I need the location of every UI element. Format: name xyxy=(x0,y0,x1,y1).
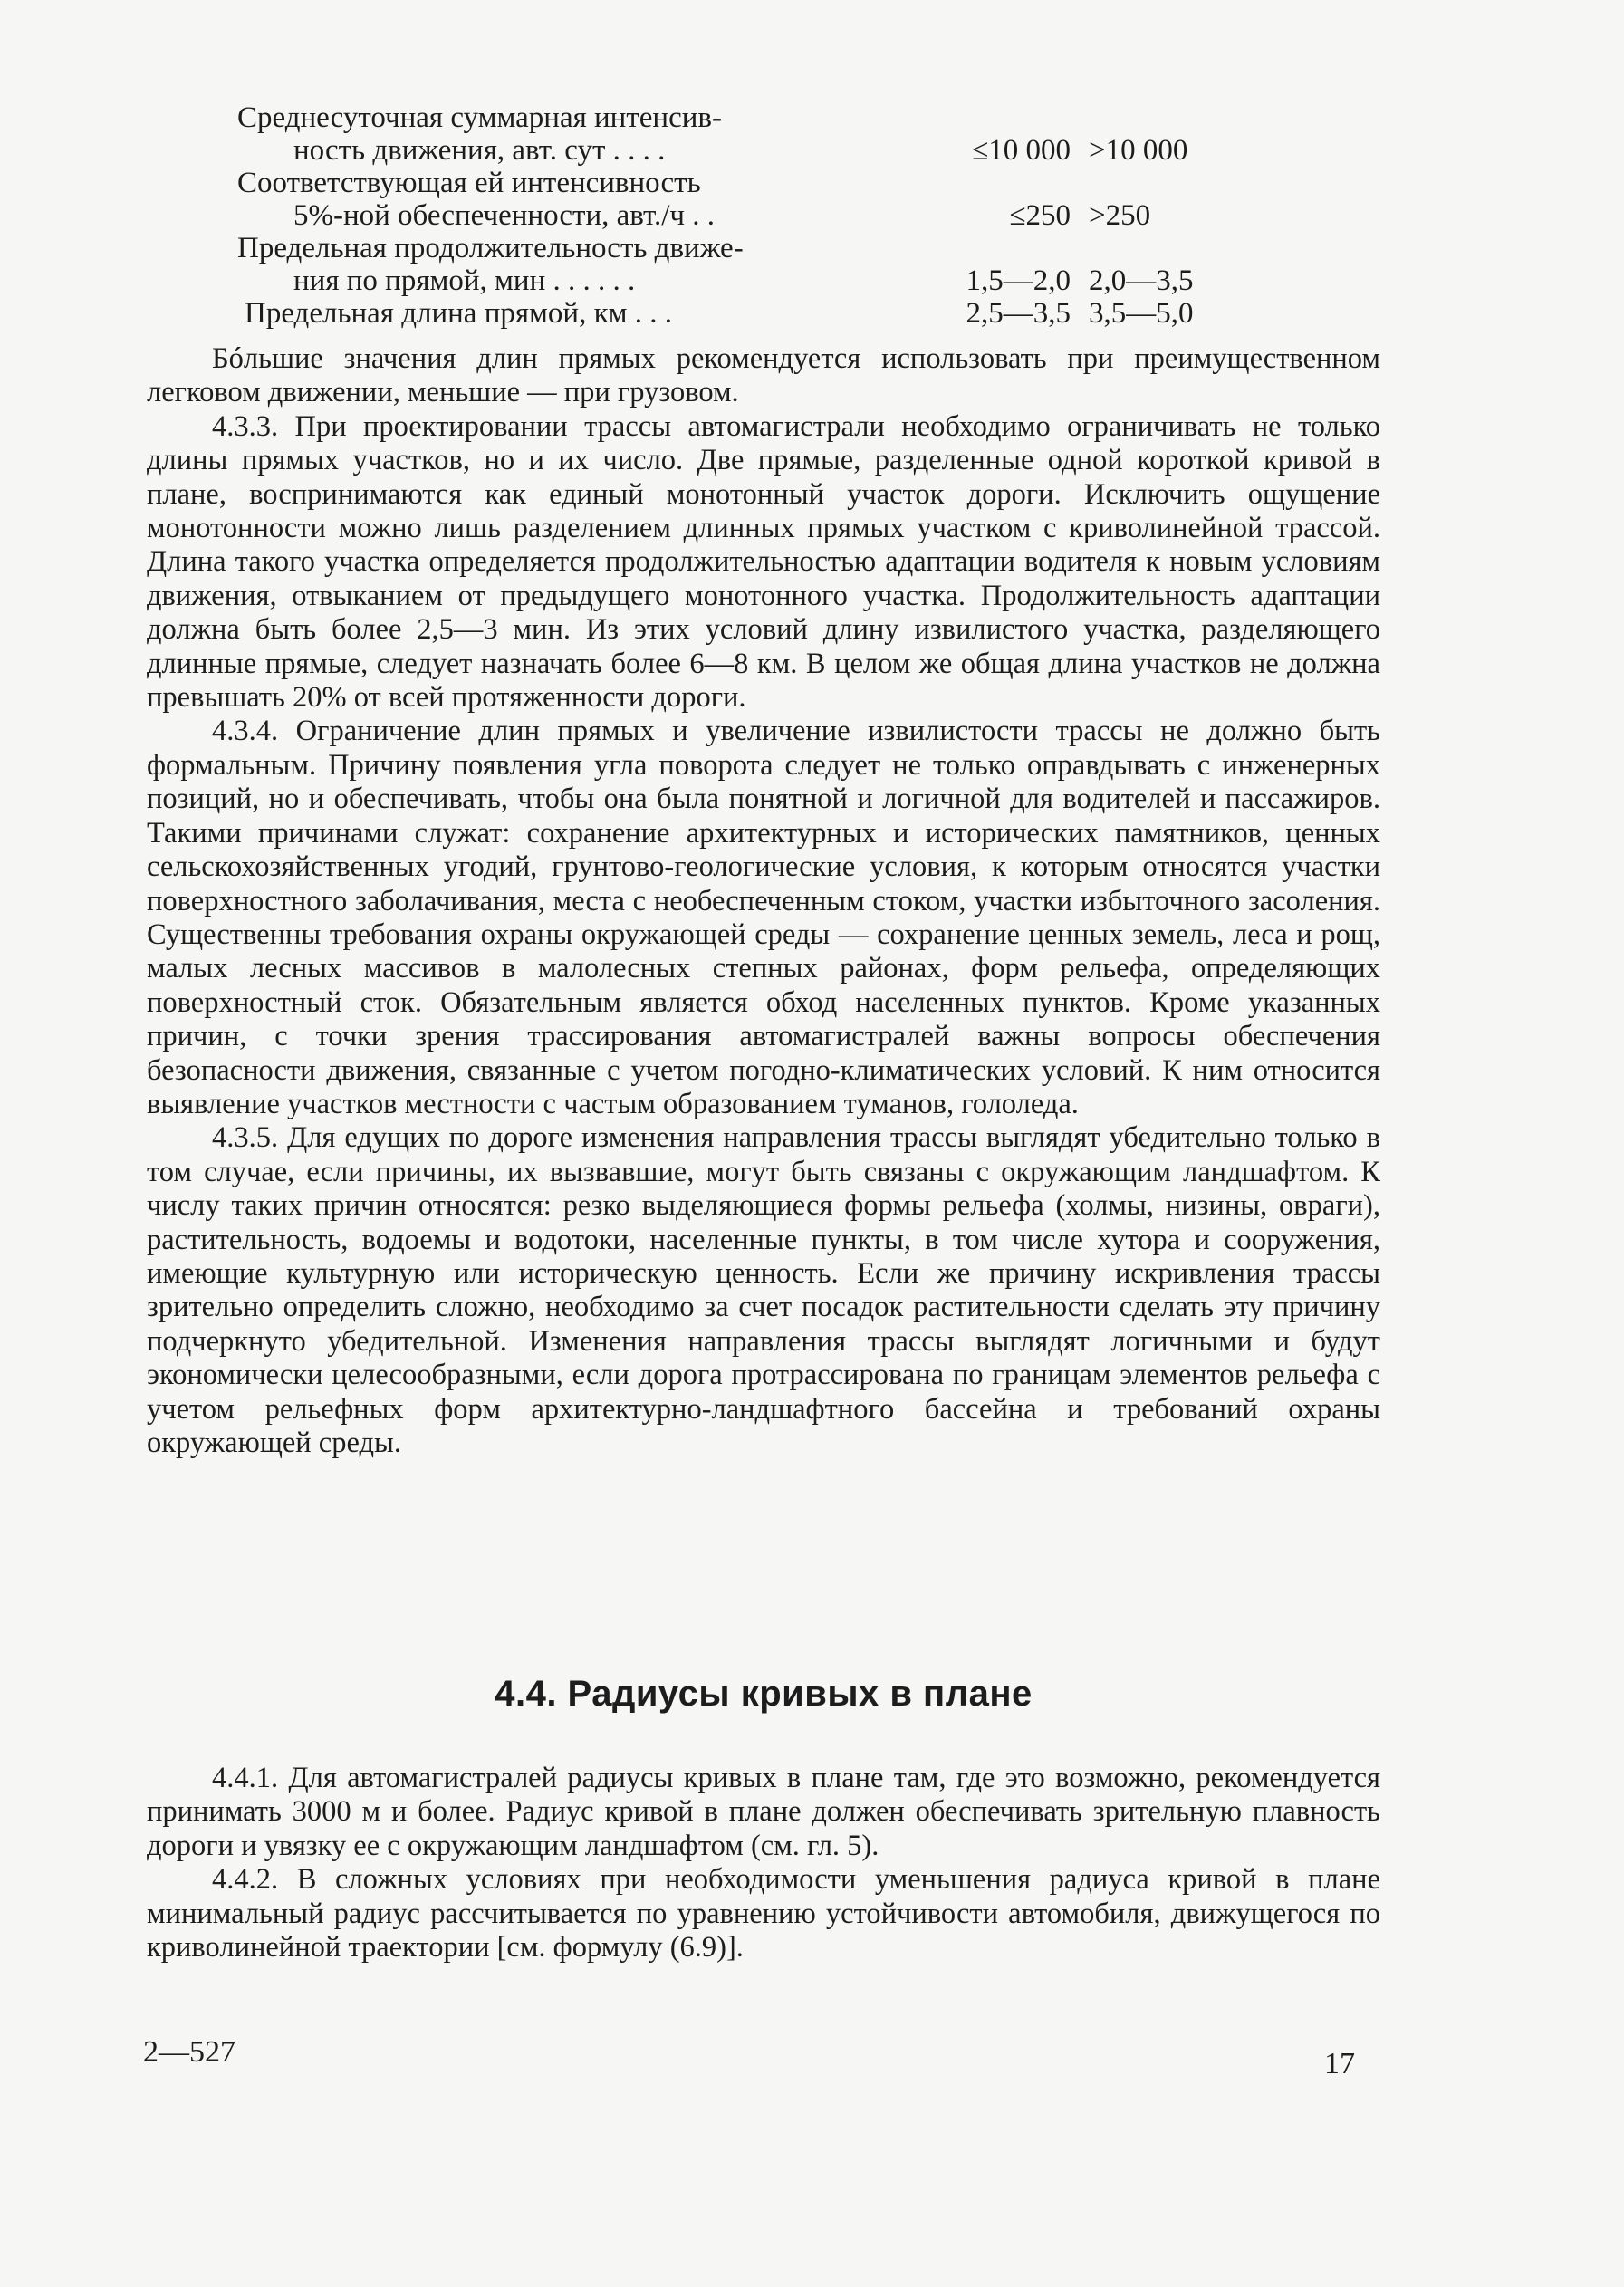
table-label: Соответствующая ей интенсивность xyxy=(237,167,701,199)
table-value: ≤250 xyxy=(1009,199,1071,232)
table-row xyxy=(237,101,1279,134)
paragraph-4-3-3: 4.3.3. При проектировании трассы автомагистрали необходимо ограничивать не только длины прямых участков, но и их число. Две прямые, разделенные одной короткой кривой в плане, воспринимаются как единый монотонный участок дороги. Исключить ощущение монотонности можно лишь разделением длинных прямых участком с криволинейной трассой. Длина такого участка определяется продолжительностью адаптации водителя к новым условиям движения, отвыканием от предыдущего монотонного участка. Продолжительность адаптации должна быть более 2,5—3 мин. Из этих условий длину извилистого участка, разделяющего длинные прямые, следует назначать более 6—8 км. В целом же общая длина участков не должна превышать 20% от всей протяженности дороги. xyxy=(147,409,1380,715)
paragraph-4-3-4: 4.3.4. Ограничение длин прямых и увеличение извилистости трассы не должно быть формальным. Причину появления угла поворота следует не только оправдывать с инженерных позиций, но и обеспечивать, чтобы она была понятной и логичной для водителей и пассажиров. Такими причинами служат: сохранение архитектурных и исторических памятников, ценных сельскохозяйственных угодий, грунтово-геологические условия, к которым относятся участки поверхностного заболачивания, места с необеспеченным стоком, участки избыточного засоления. Существенны требования охраны окружающей среды — сохранение ценных земель, леса и рощ, малых лесных массивов в малолесных степных районах, форм рельефа, определяющих поверхностный сток. Обязательным является обход населенных пунктов. Кроме указанных причин, с точки зрения трассирования автомагистралей важны вопросы обеспечения безопасности движения, связанные с учетом погодно-климатических условий. К ним относится выявление участков местности с частым образованием туманов, гололеда. xyxy=(147,715,1380,1120)
table-value: 2,5—3,5 xyxy=(966,297,1071,330)
paragraph-4-4-1: 4.4.1. Для автомагистралей радиусы кривых в плане там, где это возможно, рекомендуется принимать 3000 м и более. Радиус кривой в плане должен обеспечивать зрительную плавность дороги и увязку ее с окружающим ландшафтом (см. гл. 5). xyxy=(147,1762,1380,1862)
table-label: 5%-ной обеспеченности, авт./ч . . xyxy=(293,199,715,232)
table-row xyxy=(237,232,1279,264)
table-row xyxy=(237,134,1279,167)
body-text-section-4-4 xyxy=(147,1762,1380,1965)
table-label: Предельная продолжительность движе- xyxy=(237,232,744,264)
table-label: ния по прямой, мин . . . . . . xyxy=(293,264,636,297)
table-value: 3,5—5,0 xyxy=(1089,297,1194,330)
printer-signature: 2—527 xyxy=(143,2035,235,2069)
page-number: 17 xyxy=(1324,2047,1355,2080)
table-label: Среднесуточная суммарная интенсив- xyxy=(237,101,722,134)
table-value: 2,0—3,5 xyxy=(1089,264,1194,297)
table-value: >250 xyxy=(1089,199,1151,232)
paragraph-4-3-5: 4.3.5. Для едущих по дороге изменения направления трассы выглядят убедительно только в том случае, если причины, их вызвавшие, могут быть связаны с окружающим ландшафтом. К числу таких причин относятся: резко выделяющиеся формы рельефа (холмы, низины, овраги), растительность, водоемы и водотоки, населенные пункты, в том числе хутора и сооружения, имеющие культурную или историческую ценность. Если же причину искривления трассы зрительно определить сложно, необходимо за счет посадок растительности сделать эту причину подчеркнуто убедительной. Изменения направления трассы выглядят логичными и будут экономически целесообразными, если дорога протрассирована по границам элементов рельефа с учетом рельефных форм архитектурно-ландшафтного бассейна и требований охраны окружающей среды. xyxy=(147,1121,1380,1459)
table-value: >10 000 xyxy=(1089,134,1188,167)
table-row xyxy=(237,264,1279,297)
body-text xyxy=(147,342,1380,1460)
table-row xyxy=(237,297,1279,330)
table-value: ≤10 000 xyxy=(972,134,1071,167)
paragraph: Бóльшие значения длин прямых рекомендуется использовать при преимущественном легковом движении, меньшие — при грузовом. xyxy=(147,342,1380,409)
table-value: 1,5—2,0 xyxy=(966,264,1071,297)
table-row xyxy=(237,199,1279,232)
paragraph-4-4-2: 4.4.2. В сложных условиях при необходимости уменьшения радиуса кривой в плане минимальный радиус рассчитывается по уравнению устойчивости автомобиля, движущегося по криволинейной траектории [см. формулу (6.9)]. xyxy=(147,1863,1380,1965)
table-label: ность движения, авт. сут . . . . xyxy=(293,134,666,167)
table-row xyxy=(237,167,1279,199)
parameters-table xyxy=(237,101,1279,330)
table-label: Предельная длина прямой, км . . . xyxy=(245,297,673,330)
section-heading: 4.4. Радиусы кривых в плане xyxy=(495,1674,1033,1714)
